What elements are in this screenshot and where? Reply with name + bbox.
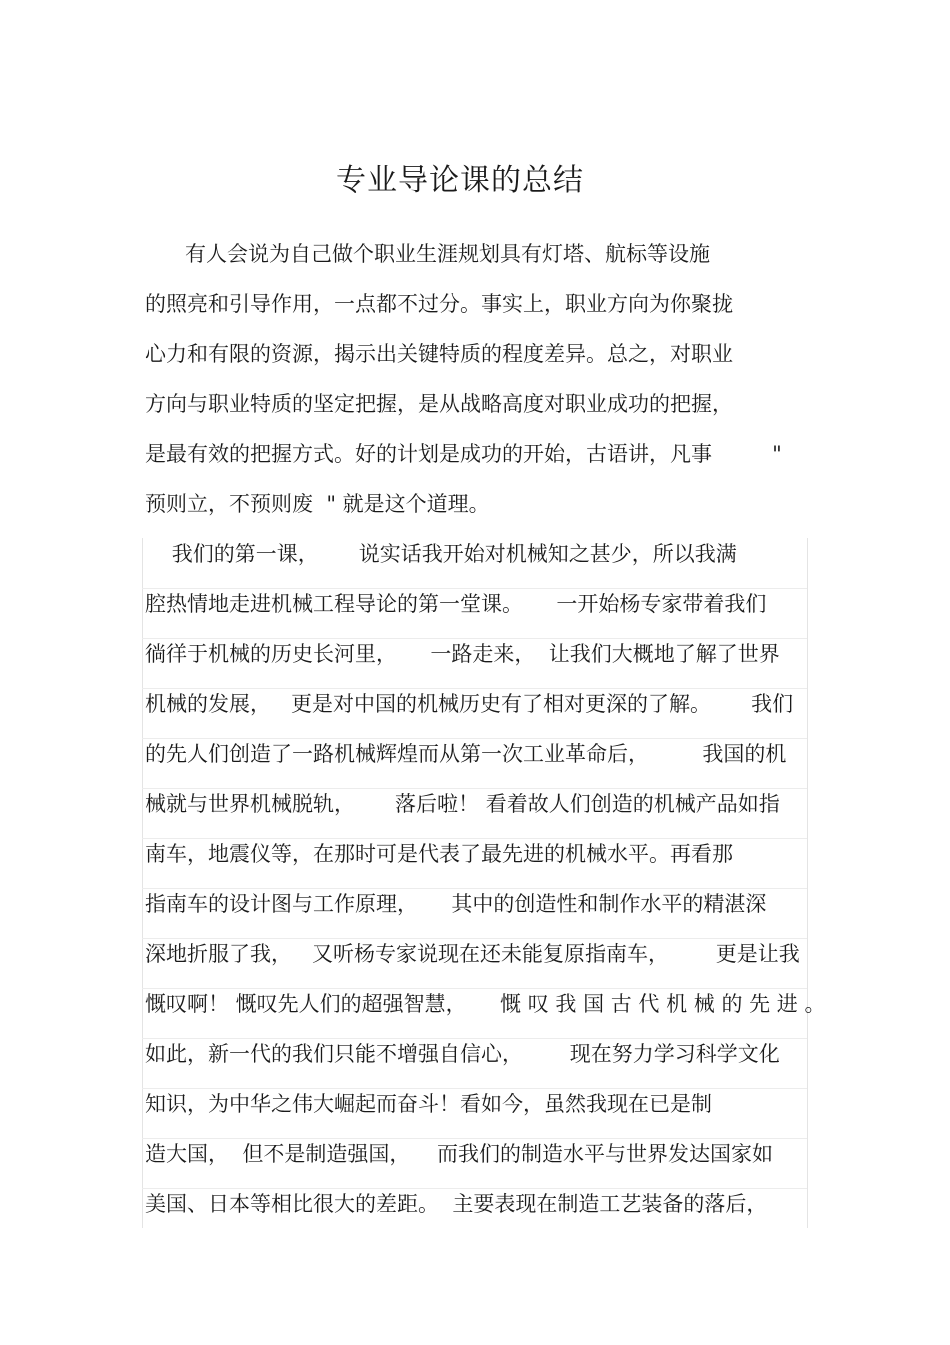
text-line: 指南车的设计图与工作原理， 其中的创造性和制作水平的精湛深 — [145, 892, 767, 916]
divider — [142, 888, 807, 889]
text-line: 的照亮和引导作用，一点都不过分。事实上，职业方向为你聚拢 — [145, 292, 733, 316]
text-line: 造大国， 但不是制造强国， 而我们的制造水平与世界发达国家如 — [145, 1142, 774, 1166]
text-line: 心力和有限的资源，揭示出关键特质的程度差异。总之，对职业 — [145, 342, 733, 366]
divider — [142, 1038, 807, 1039]
divider — [142, 1188, 807, 1189]
divider — [142, 988, 807, 989]
text-line: 方向与职业特质的坚定把握，是从战略高度对职业成功的把握， — [145, 392, 733, 416]
divider — [142, 938, 807, 939]
text-line: 知识，为中华之伟大崛起而奋斗！看如今，虽然我现在已是制 — [145, 1092, 712, 1116]
text-line: 腔热情地走进机械工程导论的第一堂课。 一开始杨专家带着我们 — [145, 592, 767, 616]
text-line: 机械的发展， 更是对中国的机械历史有了相对更深的了解。 我们 — [145, 692, 794, 716]
divider — [142, 638, 807, 639]
divider — [142, 688, 807, 689]
divider — [142, 788, 807, 789]
text-line: 有人会说为自己做个职业生涯规划具有灯塔、航标等设施 — [145, 242, 711, 266]
divider — [142, 1138, 807, 1139]
text-line: 美国、日本等相比很大的差距。 主要表现在制造工艺装备的落后， — [145, 1192, 768, 1216]
divider — [142, 738, 807, 739]
document-title: 专业导论课的总结 — [336, 163, 584, 198]
divider — [142, 588, 807, 589]
text-line: 是最有效的把握方式。好的计划是成功的开始，古语讲，凡事 " — [145, 442, 782, 466]
text-line: 深地折服了我， 又听杨专家说现在还未能复原指南车， 更是让我 — [145, 942, 800, 966]
text-line: 我们的第一课， 说实话我开始对机械知之甚少，所以我满 — [145, 542, 737, 566]
text-line: 徜徉于机械的历史长河里， 一路走来， 让我们大概地了解了世界 — [145, 642, 780, 666]
text-line: 慨叹啊！ 慨叹先人们的超强智慧， 慨 叹 我 国 古 代 机 械 的 先 进 。 — [145, 992, 826, 1016]
divider — [142, 1088, 807, 1089]
text-line: 预则立，不预则废 " 就是这个道理。 — [145, 492, 490, 516]
text-line: 南车，地震仪等，在那时可是代表了最先进的机械水平。再看那 — [145, 842, 733, 866]
divider — [142, 838, 807, 839]
text-line: 如此，新一代的我们只能不增强自信心， 现在努力学习科学文化 — [145, 1042, 780, 1066]
text-line: 的先人们创造了一路机械辉煌而从第一次工业革命后， 我国的机 — [145, 742, 787, 766]
text-line: 械就与世界机械脱轨， 落后啦！ 看着故人们创造的机械产品如指 — [145, 792, 780, 816]
